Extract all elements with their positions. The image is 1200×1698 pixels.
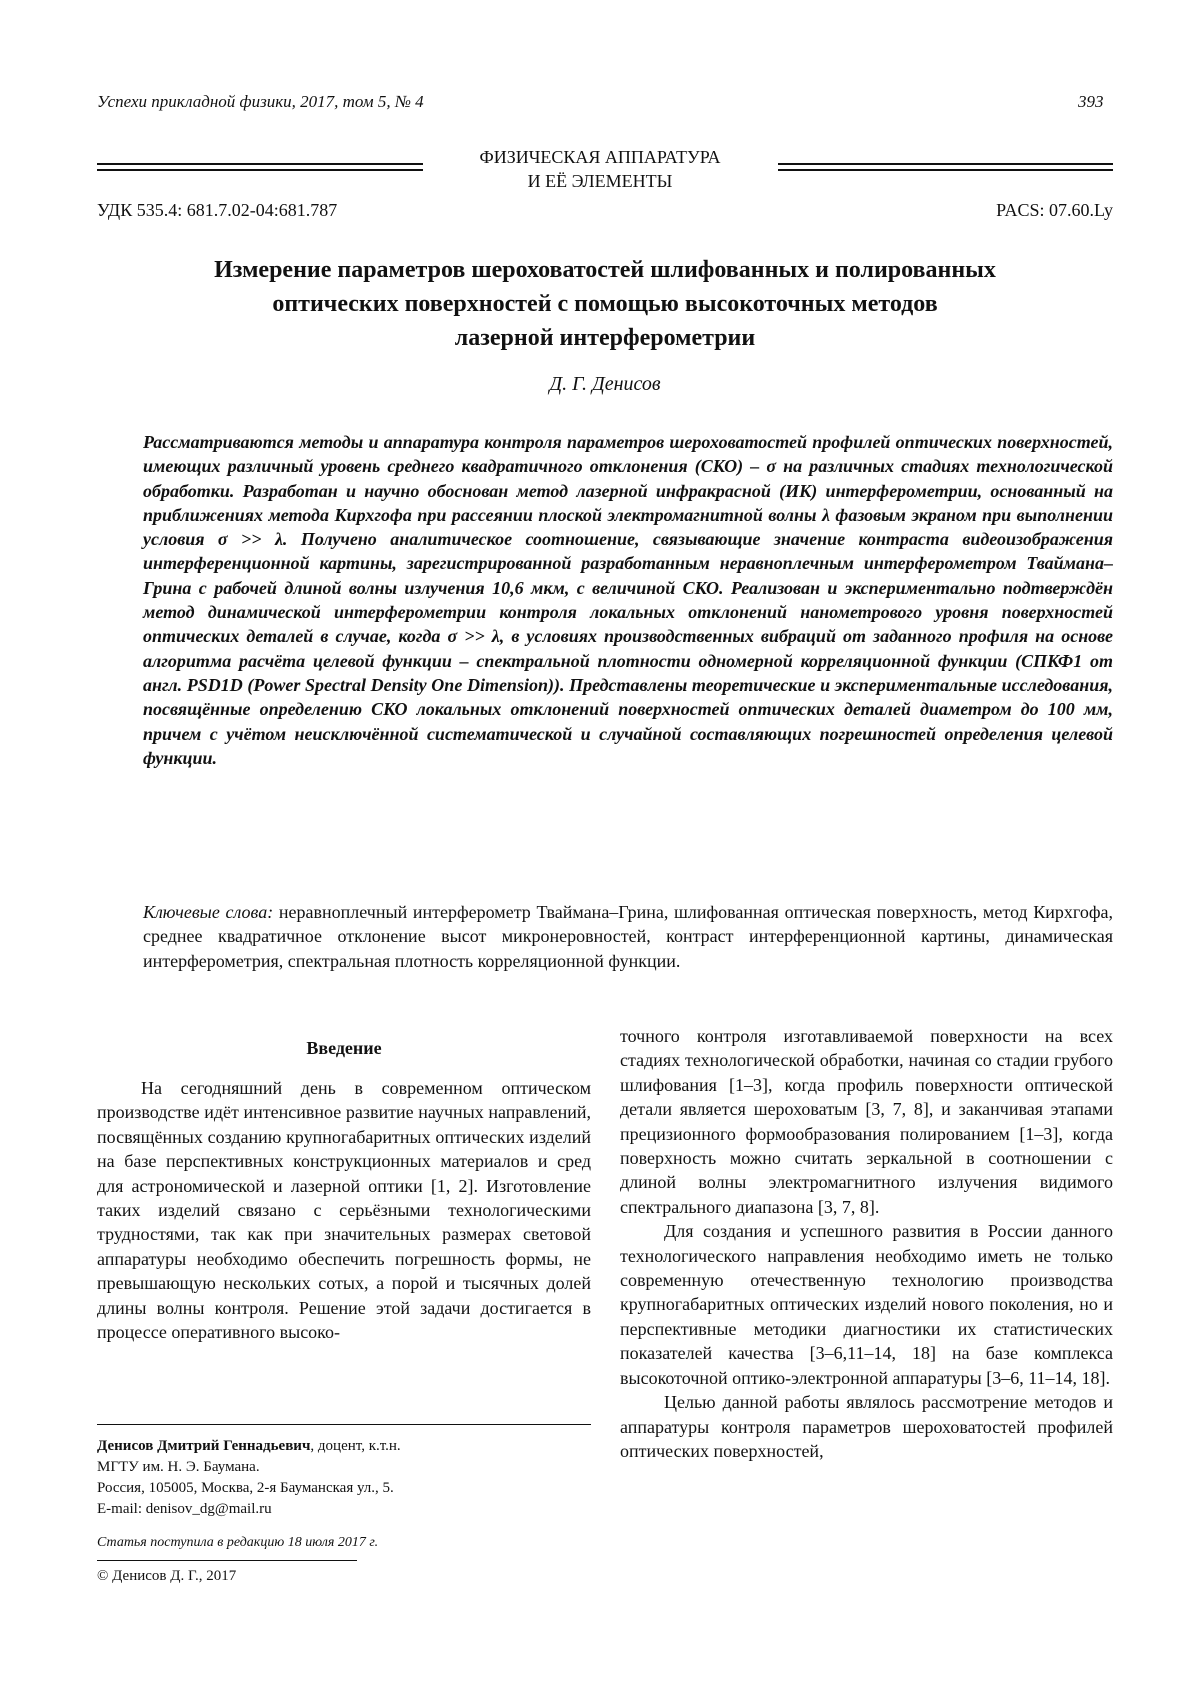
article-title-line3: лазерной интерферометрии bbox=[454, 325, 756, 351]
section-rule-left-top bbox=[97, 163, 423, 165]
section-rule-right-bottom bbox=[778, 169, 1113, 171]
right-paragraph-2: Для создания и успешного развития в России данного технологического направления необходимо иметь не только современную отечественную технологию производства крупногабаритных оптических изделий нового поколения, но и перспективные методики диагностики их статистических показателей качества [3–6,11–14, 18] на базе комплекса высокоточной оптико-электронной аппаратуры [3–6, 11–14, 18]. bbox=[620, 1221, 1113, 1388]
section-heading-line1: ФИЗИЧЕСКАЯ АППАРАТУРА bbox=[479, 147, 721, 167]
author-footnote bbox=[97, 1436, 591, 1520]
article-title-line2: оптических поверхностей с помощью высокоточных методов bbox=[272, 291, 938, 317]
keywords-label: Ключевые слова: bbox=[143, 902, 274, 922]
footnote-address: Россия, 105005, Москва, 2-я Бауманская ул., 5. bbox=[97, 1480, 394, 1496]
page-number: 393 bbox=[1078, 92, 1104, 111]
intro-heading: Введение bbox=[306, 1038, 382, 1058]
section-rule-left-bottom bbox=[97, 169, 423, 171]
footnote-author-name: Денисов Дмитрий Геннадьевич bbox=[97, 1438, 311, 1454]
received-date: Статья поступила в редакцию 18 июля 2017 г. bbox=[97, 1535, 379, 1550]
copyright: © Денисов Д. Г., 2017 bbox=[97, 1568, 237, 1584]
pacs-code: PACS: 07.60.Ly bbox=[996, 200, 1113, 220]
keywords bbox=[143, 900, 1113, 973]
udc-code: УДК 535.4: 681.7.02-04:681.787 bbox=[97, 200, 338, 220]
left-column bbox=[97, 1076, 591, 1344]
keywords-text: неравноплечный интерферометр Тваймана–Грина, шлифованная оптическая поверхность, метод Кирхгофа, среднее квадратичное отклонение высот микронеровностей, контраст интерференционной картины, динамическая интерферометрия, спектральная плотность корреляционной функции. bbox=[143, 902, 1113, 971]
article-title bbox=[97, 253, 1113, 355]
article-title-line1: Измерение параметров шероховатостей шлифованных и полированных bbox=[214, 257, 996, 283]
right-column bbox=[620, 1024, 1113, 1463]
footnote-author-title: , доцент, к.т.н. bbox=[310, 1438, 401, 1454]
abstract: Рассматриваются методы и аппаратура контроля параметров шероховатостей профилей оптических поверхностей, имеющих различный уровень среднего квадратичного отклонения (СКО) – σ на различных стадиях технологической обработки. Разработан и научно обоснован метод лазерной инфракрасной (ИК) интерферометрии, основанный на приближениях метода Кирхгофа при рассеянии плоской электромагнитной волны λ фазовым экраном при выполнении условия σ >> λ. Получено аналитическое соотношение, связывающие значение контраста видеоизображения интерференционной картины, зарегистрированной разработанным неравноплечным интерферометром Тваймана–Грина с рабочей длиной волны излучения 10,6 мкм, с величиной СКО. Реализован и экспериментально подтверждён метод динамической интерферометрии контроля локальных отклонений нанометрового уровня поверхностей оптических деталей в случае, когда σ >> λ, в условиях производственных вибраций от заданного профиля на основе алгоритма расчёта целевой функции – спектральной плотности одномерной корреляционной функции (СПКФ1 от англ. PSD1D (Power Spectral Density One Dimension)). Представлены теоретические и экспериментальные исследования, посвящённые определению СКО локальных отклонений поверхностей оптических деталей диаметром до 100 мм, причем с учётом неисключённой систематической и случайной составляющих погрешностей определения целевой функции. bbox=[143, 432, 1113, 768]
left-paragraph-1: На сегодняшний день в современном оптическом производстве идёт интенсивное развитие научных направлений, посвящённых созданию крупногабаритных оптических изделий на базе перспективных конструкционных материалов и сред для астрономической и лазерной оптики [1, 2]. Изготовление таких изделий связано с серьёзными технологическими трудностями, так как при значительных размерах световой аппаратуры необходимо обеспечить погрешность формы, не превышающую нескольких сотых, а порой и тысячных долей длины волны контроля. Решение этой задачи достигается в процессе оперативного высоко- bbox=[97, 1078, 591, 1343]
section-rule-right-top bbox=[778, 163, 1113, 165]
copyright-rule bbox=[97, 1560, 357, 1561]
footnote-affiliation: МГТУ им. Н. Э. Баумана. bbox=[97, 1459, 260, 1475]
section-heading bbox=[430, 145, 770, 193]
footnote-email: E-mail: denisov_dg@mail.ru bbox=[97, 1501, 272, 1517]
right-paragraph-1: точного контроля изготавливаемой поверхности на всех стадиях технологической обработки, начиная со стадии грубого шлифования [1–3], когда профиль поверхности оптической детали является шероховатым [3, 7, 8], и заканчивая этапами прецизионного формообразования полированием [1–3], когда поверхность можно считать зеркальной в соотношении с длиной волны электромагнитного излучения видимого спектрального диапазона [3, 7, 8]. bbox=[620, 1026, 1113, 1217]
footnote-author-line bbox=[97, 1436, 591, 1457]
section-heading-line2: И ЕЁ ЭЛЕМЕНТЫ bbox=[527, 171, 673, 191]
article-author: Д. Г. Денисов bbox=[549, 373, 661, 395]
footnote-rule bbox=[97, 1424, 591, 1425]
journal-citation: Успехи прикладной физики, 2017, том 5, № 4 bbox=[97, 92, 424, 111]
right-paragraph-3: Целью данной работы являлось рассмотрение методов и аппаратуры контроля параметров шероховатостей профилей оптических поверхностей, bbox=[620, 1392, 1113, 1461]
